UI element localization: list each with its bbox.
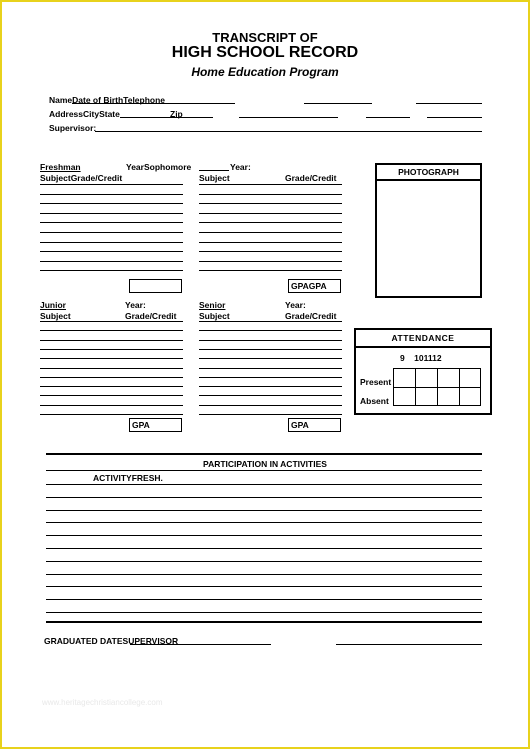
sophomore-entry-line[interactable]: [199, 222, 342, 223]
sophomore-entry-line[interactable]: [199, 232, 342, 233]
subtitle: Home Education Program: [191, 65, 339, 79]
graduated-supervisor-label: GRADUATED DATESUPERVISOR: [44, 636, 179, 646]
junior-subject-header: Subject: [40, 311, 71, 321]
zip-label: Zip: [170, 109, 183, 119]
state-line[interactable]: [366, 117, 410, 118]
freshman-gpa-box[interactable]: [129, 279, 182, 293]
photograph-box[interactable]: [375, 163, 482, 298]
activity-entry-line[interactable]: [46, 599, 482, 600]
freshman-entry-line[interactable]: [40, 242, 183, 243]
freshman-entry-line[interactable]: [40, 213, 183, 214]
sophomore-entry-line[interactable]: [199, 184, 342, 185]
junior-entry-line[interactable]: [40, 386, 183, 387]
activity-entry-line[interactable]: [46, 510, 482, 511]
attendance-col-divider: [437, 369, 438, 405]
zip-line[interactable]: [427, 117, 482, 118]
sophomore-year-label: Year:: [230, 162, 251, 172]
junior-grade-header: Grade/Credit: [125, 311, 177, 321]
telephone-line[interactable]: [416, 103, 482, 104]
junior-label: Junior: [40, 300, 66, 310]
title-line-2: HIGH SCHOOL RECORD: [171, 44, 359, 61]
freshman-entry-line[interactable]: [40, 270, 183, 271]
senior-entry-line[interactable]: [199, 395, 342, 396]
activity-entry-line[interactable]: [46, 586, 482, 587]
senior-subject-header: Subject: [199, 311, 230, 321]
senior-entry-line[interactable]: [199, 368, 342, 369]
junior-entry-line[interactable]: [40, 368, 183, 369]
activities-title-rule: [46, 470, 482, 471]
senior-entry-line[interactable]: [199, 330, 342, 331]
senior-gpa-box[interactable]: [288, 418, 341, 432]
junior-gpa-label: GPA: [132, 420, 150, 430]
junior-entry-line[interactable]: [40, 321, 183, 322]
sophomore-entry-line[interactable]: [199, 270, 342, 271]
senior-entry-line[interactable]: [199, 340, 342, 341]
activity-entry-line[interactable]: [46, 497, 482, 498]
freshman-entry-line[interactable]: [40, 222, 183, 223]
sophomore-entry-line[interactable]: [199, 251, 342, 252]
sophomore-entry-line[interactable]: [199, 203, 342, 204]
junior-entry-line[interactable]: [40, 349, 183, 350]
activity-entry-line[interactable]: [46, 612, 482, 613]
city-line[interactable]: [239, 117, 338, 118]
sophomore-entry-line[interactable]: [199, 261, 342, 262]
senior-entry-line[interactable]: [199, 405, 342, 406]
junior-entry-line[interactable]: [40, 358, 183, 359]
senior-entry-line[interactable]: [199, 321, 342, 322]
sophomore-entry-line[interactable]: [199, 213, 342, 214]
sophomore-entry-line[interactable]: [199, 242, 342, 243]
info-row-1-labels: NameDate of BirthTelephone: [49, 95, 166, 105]
junior-entry-line[interactable]: [40, 405, 183, 406]
activities-bottom-rule: [46, 621, 482, 623]
freshman-entry-line[interactable]: [40, 232, 183, 233]
sophomore-grade-header: Grade/Credit: [285, 173, 337, 183]
activity-entry-line[interactable]: [46, 484, 482, 485]
activity-entry-line[interactable]: [46, 574, 482, 575]
senior-grade-header: Grade/Credit: [285, 311, 337, 321]
present-label: Present: [360, 377, 392, 387]
freshman-entry-line[interactable]: [40, 261, 183, 262]
senior-year-label: Year:: [285, 300, 306, 310]
attendance-title: ATTENDANCE: [356, 330, 490, 348]
freshman-year-label: Year: [126, 162, 144, 172]
activity-entry-line[interactable]: [46, 548, 482, 549]
activities-title: PARTICIPATION IN ACTIVITIES: [203, 459, 327, 469]
photograph-title: PHOTOGRAPH: [377, 165, 480, 181]
senior-gpa-label: GPA: [291, 420, 309, 430]
attendance-grades: 9 101112: [400, 353, 442, 363]
activities-column-header: ACTIVITYFRESH.: [93, 473, 163, 483]
activity-entry-line[interactable]: [46, 535, 482, 536]
title-line-1: TRANSCRIPT OF: [212, 30, 318, 45]
address-line[interactable]: [120, 117, 213, 118]
attendance-col-divider: [415, 369, 416, 405]
info-row-2-labels: AddressCityState: [49, 109, 120, 119]
graduation-date-line[interactable]: [130, 644, 271, 645]
junior-entry-line[interactable]: [40, 340, 183, 341]
senior-entry-line[interactable]: [199, 386, 342, 387]
junior-entry-line[interactable]: [40, 330, 183, 331]
watermark: www.heritagechristiancollege.com: [42, 698, 163, 707]
junior-entry-line[interactable]: [40, 395, 183, 396]
senior-label: Senior: [199, 300, 226, 310]
sophomore-label: Sophomore: [144, 162, 192, 172]
attendance-grid[interactable]: [393, 368, 481, 406]
activities-top-rule: [46, 453, 482, 455]
freshman-entry-line[interactable]: [40, 251, 183, 252]
sophomore-gpa-box[interactable]: [288, 279, 341, 293]
activity-entry-line[interactable]: [46, 522, 482, 523]
senior-entry-line[interactable]: [199, 377, 342, 378]
supervisor-signature-line[interactable]: [336, 644, 482, 645]
attendance-col-divider: [459, 369, 460, 405]
freshman-label: Freshman: [40, 162, 81, 172]
activity-entry-line[interactable]: [46, 561, 482, 562]
freshman-entry-line[interactable]: [40, 184, 183, 185]
birth-date-line[interactable]: [304, 103, 372, 104]
freshman-column-headers: SubjectGrade/Credit: [40, 173, 123, 183]
name-line[interactable]: [72, 103, 235, 104]
junior-entry-line[interactable]: [40, 414, 183, 415]
senior-entry-line[interactable]: [199, 358, 342, 359]
sophomore-year-underline: [199, 170, 229, 171]
sophomore-entry-line[interactable]: [199, 194, 342, 195]
sophomore-gpa-label: GPAGPA: [291, 281, 327, 291]
sophomore-subject-header: Subject: [199, 173, 230, 183]
senior-entry-line[interactable]: [199, 414, 342, 415]
junior-year-label: Year:: [125, 300, 146, 310]
junior-entry-line[interactable]: [40, 377, 183, 378]
absent-label: Absent: [360, 396, 389, 406]
supervisor-line[interactable]: [95, 131, 482, 132]
senior-entry-line[interactable]: [199, 349, 342, 350]
supervisor-label: Supervisor:: [49, 123, 97, 133]
freshman-entry-line[interactable]: [40, 203, 183, 204]
freshman-entry-line[interactable]: [40, 194, 183, 195]
attendance-box: [354, 328, 492, 415]
junior-gpa-box[interactable]: [129, 418, 182, 432]
